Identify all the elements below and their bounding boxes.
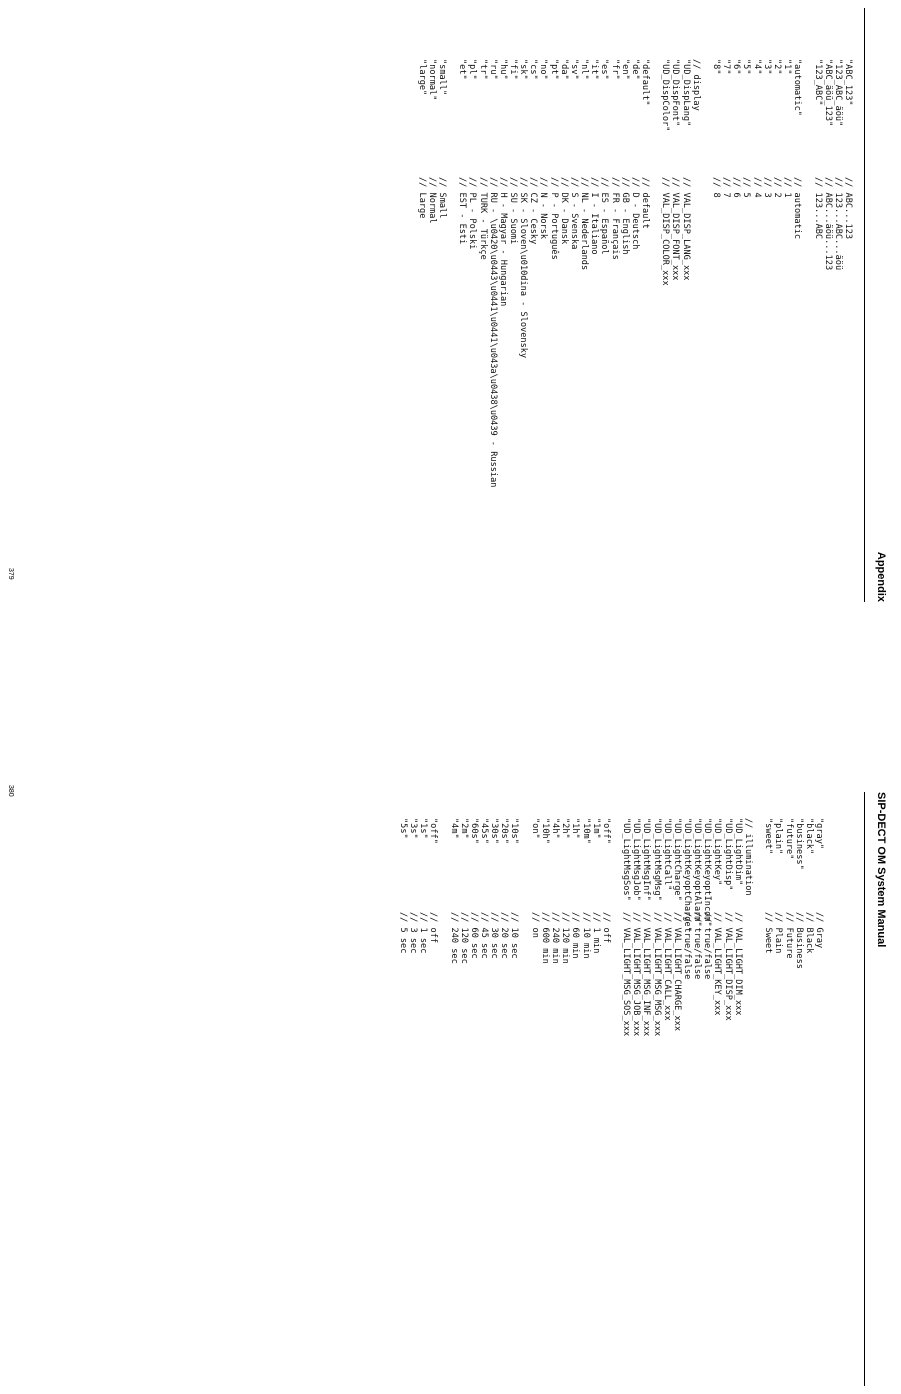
- code-key: "large": [416, 59, 427, 96]
- code-key: "off": [428, 818, 439, 844]
- code-comment: // true/false: [692, 912, 703, 980]
- code-key: "fi": [508, 59, 519, 80]
- code-key: "UD_LightKeyoptAlarm": [692, 818, 703, 927]
- code-key: "ABC_äöü_123": [822, 59, 833, 127]
- code-key: "10s": [509, 818, 520, 844]
- code-key: "UD_LightMsgJob": [631, 818, 642, 901]
- code-key: "20s": [499, 818, 510, 844]
- code-comment: // P - Português: [548, 177, 559, 260]
- code-key: "UD_LightCall": [661, 818, 672, 891]
- code-comment: // VAL_LIGHT_MSG_SOS_xxx: [621, 912, 632, 1037]
- code-key: "5s": [397, 818, 408, 839]
- code-key: "ABC_123": [843, 59, 853, 106]
- code-key: "it": [589, 59, 600, 80]
- code-key: // display: [690, 59, 701, 111]
- code-comment: // CZ - Cesky: [528, 177, 539, 245]
- code-comment: // off: [428, 912, 439, 944]
- code-key: "UD_LightMsgSos": [621, 818, 632, 901]
- code-key: "on": [529, 818, 540, 839]
- code-key: "10h": [539, 818, 550, 844]
- code-key: "2h": [560, 818, 571, 839]
- code-key: "2": [771, 59, 782, 75]
- code-comment: // 7: [721, 177, 732, 198]
- code-comment: // VAL_DISP_COLOR_xxx: [660, 177, 671, 286]
- code-comment: // FR - Français: [609, 177, 620, 260]
- code-key: "UD_LightMsgInf": [641, 818, 652, 901]
- code-comment: // Plain: [773, 912, 784, 954]
- code-key: "es": [599, 59, 610, 80]
- code-comment: // 60 sec: [468, 912, 479, 959]
- code-key: "5": [741, 59, 752, 75]
- code-comment: // 20 sec: [499, 912, 510, 959]
- code-comment: // VAL_LIGHT_DISP_xxx: [722, 912, 733, 1021]
- code-comment: // 120 min: [560, 912, 571, 964]
- code-comment: // Future: [783, 912, 794, 959]
- code-comment: // 5: [741, 177, 752, 198]
- left-page-header: [864, 8, 889, 602]
- code-key: "pl": [467, 59, 478, 80]
- code-comment: // 3: [761, 177, 772, 198]
- code-comment: // 8: [711, 177, 722, 198]
- code-key: "da": [558, 59, 569, 80]
- right-page-header: [864, 792, 889, 1386]
- code-key: "en": [619, 59, 630, 80]
- left-page-number: 379: [7, 568, 14, 580]
- code-comment: // 1: [782, 177, 793, 198]
- code-comment: // Large: [416, 177, 427, 219]
- code-comment: // VAL_LIGHT_MSG_INF_xxx: [641, 912, 652, 1037]
- code-comment: // VAL_LIGHT_MSG_MSG_xxx: [651, 912, 662, 1037]
- code-key: "UD_DispColor": [660, 59, 671, 132]
- code-comment: // VAL_DISP_LANG_xxx: [680, 177, 691, 281]
- code-key: "UD_DispFont": [670, 59, 681, 127]
- right-page-number: 380: [7, 785, 14, 797]
- code-comment: // 30 sec: [489, 912, 500, 959]
- code-key: "10m": [580, 818, 591, 844]
- code-key: "future": [783, 818, 794, 860]
- code-comment: // ABC...123: [843, 177, 853, 240]
- code-key: "UD_LightKey": [712, 818, 723, 886]
- code-key: "4": [751, 59, 762, 75]
- code-key: // illumination: [742, 818, 753, 896]
- code-key: "3s": [408, 818, 418, 839]
- code-key: "plain": [773, 818, 784, 855]
- left-page-title: Appendix: [875, 551, 887, 602]
- code-comment: // NL - Nederlands: [579, 177, 590, 271]
- code-comment: // off: [600, 912, 611, 944]
- code-key: "hu": [497, 59, 508, 80]
- code-comment: // H - Magyar - Hungarian: [497, 177, 508, 307]
- code-key: "small": [437, 59, 447, 96]
- code-comment: // 45 sec: [479, 912, 490, 959]
- code-comment: // ES - Español: [599, 177, 610, 255]
- code-key: "UD_LightKeyoptCharge": [682, 818, 693, 932]
- code-comment: // VAL_LIGHT_DIM_xxx: [732, 912, 743, 1016]
- code-comment: // Black: [803, 912, 814, 954]
- code-comment: // EST - Esti: [457, 177, 468, 245]
- code-comment: // I - Italiano: [589, 177, 600, 255]
- code-key: "UD_LightCharge": [671, 818, 682, 901]
- code-comment: // automatic: [792, 177, 803, 240]
- code-key: "123_ABC_äöü": [832, 59, 843, 127]
- code-key: "1m": [590, 818, 601, 839]
- code-key: "4m": [448, 818, 459, 839]
- code-comment: // default: [640, 177, 650, 229]
- code-comment: // RU - \u0420\u0443\u0441\u0441\u043a\u0438\u0439 - Russian: [487, 177, 498, 488]
- code-key: "4h": [550, 818, 561, 839]
- code-comment: // 600 min: [539, 912, 550, 964]
- code-key: "60s": [468, 818, 479, 844]
- code-comment: // on: [529, 912, 540, 938]
- code-key: "123_ABC": [812, 59, 823, 106]
- code-comment: // TURK - Türkçe: [477, 177, 488, 260]
- code-comment: // N - Norsk: [538, 177, 549, 240]
- code-key: "cs": [528, 59, 539, 80]
- right-page-title: SIP-DECT OM System Manual: [875, 792, 887, 948]
- code-key: "black": [803, 818, 814, 855]
- code-comment: // VAL_LIGHT_CHARGE_xxx: [671, 912, 682, 1031]
- code-comment: // 60 min: [570, 912, 581, 959]
- code-comment: // Normal: [426, 177, 437, 224]
- code-key: "off": [600, 818, 611, 844]
- code-key: "6": [731, 59, 742, 75]
- code-key: "nl": [579, 59, 590, 80]
- code-key: "2m": [458, 818, 469, 839]
- code-key: "default": [640, 59, 650, 106]
- code-key: "sk": [518, 59, 529, 80]
- code-key: "1s": [418, 818, 429, 839]
- code-key: "1h": [570, 818, 581, 839]
- code-comment: // Small: [437, 177, 447, 219]
- code-key: "business": [793, 818, 804, 870]
- code-comment: // SK - Sloven\u010dina - Slovensky: [518, 177, 529, 359]
- code-comment: // VAL_LIGHT_CALL_xxx: [661, 912, 672, 1021]
- code-comment: // VAL_LIGHT_MSG_JOB_xxx: [631, 912, 642, 1037]
- code-key: "UD_LightDisp": [722, 818, 733, 891]
- code-key: "30s": [489, 818, 500, 844]
- code-comment: // D - Deutsch: [629, 177, 640, 250]
- code-comment: // 6: [731, 177, 742, 198]
- code-comment: // 120 sec: [458, 912, 469, 964]
- code-key: "ru": [487, 59, 498, 80]
- code-comment: // ABC...äöü...123: [822, 177, 833, 271]
- code-comment: // PL - Polski: [467, 177, 478, 250]
- code-comment: // Business: [793, 912, 804, 969]
- code-key: "de": [629, 59, 640, 80]
- code-key: "tr": [477, 59, 488, 80]
- code-comment: // 123...ABC...äöü: [832, 177, 843, 271]
- code-key: "sweet": [763, 818, 774, 855]
- code-key: "et": [457, 59, 468, 80]
- code-comment: // 123...ABC: [812, 177, 823, 240]
- code-comment: // SU - Suomi: [508, 177, 519, 245]
- code-key: "8": [711, 59, 722, 75]
- code-comment: // VAL_LIGHT_KEY_xxx: [712, 912, 723, 1016]
- code-key: "automatic": [792, 59, 803, 116]
- code-key: "UD_LightKeyoptIncom": [702, 818, 713, 927]
- code-key: "fr": [609, 59, 620, 80]
- code-comment: // 240 sec: [448, 912, 459, 964]
- code-key: "normal": [426, 59, 437, 101]
- code-comment: // 5 sec: [397, 912, 408, 954]
- code-comment: // true/false: [702, 912, 713, 980]
- code-comment: // Gray: [814, 912, 824, 949]
- code-comment: // DK - Dansk: [558, 177, 569, 245]
- code-comment: // GB - English: [619, 177, 630, 255]
- code-comment: // 10 min: [580, 912, 591, 959]
- code-key: "UD_LightDim": [732, 818, 743, 886]
- code-key: "7": [721, 59, 732, 75]
- code-comment: // 2: [771, 177, 782, 198]
- code-comment: // 240 min: [550, 912, 561, 964]
- code-key: "pt": [548, 59, 559, 80]
- code-key: "sv": [568, 59, 579, 80]
- code-key: "UD_DispLang": [680, 59, 691, 127]
- code-comment: // 3 sec: [408, 912, 418, 954]
- code-comment: // S - Svenska: [568, 177, 579, 250]
- code-comment: // VAL_DISP_FONT_xxx: [670, 177, 681, 281]
- code-key: "no": [538, 59, 549, 80]
- code-key: "gray": [814, 818, 824, 850]
- code-key: "3": [761, 59, 772, 75]
- code-comment: // 4: [751, 177, 762, 198]
- code-comment: // true/false: [682, 912, 693, 980]
- code-key: "1": [782, 59, 793, 75]
- code-comment: // 1 min: [590, 912, 601, 954]
- code-comment: // 1 sec: [418, 912, 429, 954]
- code-comment: // Sweet: [763, 912, 774, 954]
- code-comment: // 10 sec: [509, 912, 520, 959]
- code-key: "45s": [479, 818, 490, 844]
- code-key: "UD_LightMsgMsg": [651, 818, 662, 901]
